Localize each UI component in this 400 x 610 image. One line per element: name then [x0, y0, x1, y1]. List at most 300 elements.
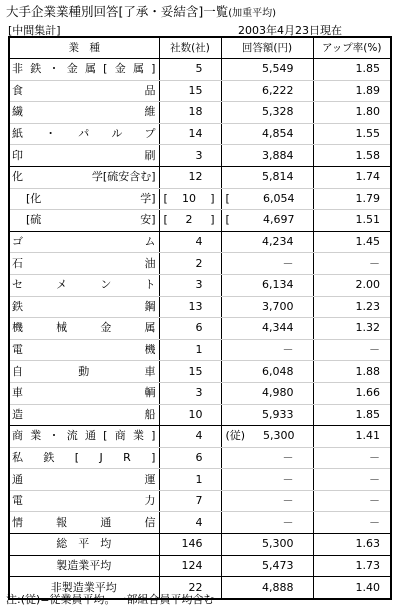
amount-value: 5,549	[262, 62, 294, 76]
industry-name-char: 自	[12, 364, 23, 378]
industry-name-char: 業	[30, 429, 42, 443]
summary-rate: 1.40	[355, 580, 380, 594]
title-suffix: (加重平均)	[228, 8, 277, 19]
count-cell	[159, 210, 221, 232]
rate-cell	[313, 404, 391, 426]
table-row	[9, 59, 391, 81]
bracket-open: [	[163, 213, 168, 227]
table-row	[9, 231, 391, 253]
amount-value: －	[282, 450, 294, 464]
amount-value: 5,300	[263, 429, 295, 443]
industry-name-char: 報	[56, 515, 68, 529]
rate-value: 1.88	[355, 364, 380, 378]
industry-name-char: 械	[56, 321, 68, 335]
industry-name-char: 繊	[12, 105, 23, 119]
rate-value: 2.00	[355, 278, 380, 292]
rate-value: －	[369, 450, 380, 464]
industry-name	[12, 59, 156, 79]
header-rate: アップ率(%)	[313, 37, 391, 59]
industry-name-char: 鉄	[12, 299, 23, 313]
amount-cell	[221, 210, 313, 232]
bracket-close: ]	[210, 191, 215, 205]
industry-name-char: 情	[12, 515, 23, 529]
industry-name-char: R	[123, 450, 131, 464]
industry-name-char: 石	[12, 256, 23, 270]
count-value: 3	[195, 148, 203, 162]
industry-name	[12, 275, 156, 295]
table-row	[9, 426, 391, 448]
industry-cell	[9, 382, 159, 404]
industry-cell	[9, 339, 159, 361]
industry-name	[12, 426, 156, 446]
rate-cell	[313, 231, 391, 253]
industry-name	[12, 232, 156, 252]
rate-cell	[313, 102, 391, 124]
amount-cell	[221, 59, 313, 81]
table-row	[9, 382, 391, 404]
industry-cell	[9, 361, 159, 383]
industry-name	[12, 318, 156, 338]
count-value: 10	[182, 191, 196, 205]
industry-name	[12, 448, 156, 468]
header-amount: 回答額(円)	[221, 37, 313, 59]
industry-cell	[9, 253, 159, 275]
industry-name	[12, 254, 156, 274]
industry-name	[12, 124, 156, 144]
summary-rate: 1.73	[355, 558, 380, 572]
table-row	[9, 145, 391, 167]
count-cell	[159, 469, 221, 491]
industry-cell	[9, 188, 159, 210]
count-cell	[159, 512, 221, 534]
count-value: 15	[188, 83, 203, 97]
table-body	[9, 59, 391, 599]
industry-name-char: 金	[66, 62, 78, 76]
count-cell	[159, 102, 221, 124]
amount-cell	[221, 469, 313, 491]
count-value: 10	[188, 407, 203, 421]
count-value: 14	[188, 127, 203, 141]
amount-value: 5,933	[262, 407, 294, 421]
industry-name-char: 輌	[144, 386, 156, 400]
industry-name-char: 刷	[144, 148, 156, 162]
count-value: 6	[195, 321, 203, 335]
industry-name-char: 運	[144, 472, 156, 486]
industry-name	[12, 491, 156, 511]
industry-name-char: 属	[84, 62, 96, 76]
count-value: 1	[195, 343, 203, 357]
industry-name-char: [	[103, 429, 108, 443]
rate-cell	[313, 274, 391, 296]
amount-cell	[221, 80, 313, 102]
industry-name	[12, 167, 156, 187]
amount-value: －	[282, 256, 294, 270]
count-cell	[159, 123, 221, 145]
rate-cell	[313, 210, 391, 232]
industry-name-char: パ	[78, 127, 90, 141]
count-value: 6	[195, 450, 203, 464]
summary-count: 124	[181, 558, 203, 572]
industry-name-char: J	[99, 450, 103, 464]
industry-name-char: ル	[111, 127, 123, 141]
rate-value: 1.89	[355, 83, 380, 97]
bracket-open: [	[225, 191, 230, 205]
count-value: 5	[195, 62, 203, 76]
count-cell	[159, 145, 221, 167]
industry-name	[12, 405, 156, 425]
count-cell	[159, 404, 221, 426]
rate-value: 1.74	[355, 170, 380, 184]
table-row	[9, 469, 391, 491]
table-row	[9, 490, 391, 512]
rate-cell	[313, 188, 391, 210]
amount-value: －	[282, 343, 294, 357]
industry-name-char: [化	[26, 191, 42, 205]
table-row	[9, 274, 391, 296]
rate-value: －	[369, 472, 380, 486]
amount-value: 6,222	[262, 83, 294, 97]
header-count: 社数(社)	[159, 37, 221, 59]
industry-cell	[9, 296, 159, 318]
rate-cell	[313, 145, 391, 167]
industry-name-char: 機	[12, 321, 23, 335]
summary-name: 非製造業平均	[50, 580, 117, 594]
table-header-row	[9, 37, 391, 59]
table-row	[9, 361, 391, 383]
industry-name-char: 油	[144, 256, 156, 270]
rate-value: 1.66	[355, 386, 380, 400]
count-cell	[159, 490, 221, 512]
rate-value: 1.55	[355, 127, 380, 141]
count-cell	[159, 188, 221, 210]
amount-value: －	[282, 515, 294, 529]
industry-name-char: 流	[66, 429, 78, 443]
count-cell	[159, 426, 221, 448]
rate-value: 1.41	[355, 429, 380, 443]
rate-value: 1.51	[355, 213, 380, 227]
table-row	[9, 318, 391, 340]
subtitle-date: 2003年4月23日現在	[238, 24, 342, 37]
rate-cell	[313, 469, 391, 491]
amount-cell	[221, 274, 313, 296]
industry-name-char: セ	[12, 278, 23, 292]
rate-cell	[313, 318, 391, 340]
industry-name-char: [	[74, 450, 80, 464]
industry-name-char: 金	[100, 321, 112, 335]
amount-cell	[221, 490, 313, 512]
table-row	[9, 102, 391, 124]
rate-value: 1.45	[355, 235, 380, 249]
industry-name-char: 通	[100, 515, 112, 529]
amount-cell	[221, 361, 313, 383]
industry-name-char: ン	[100, 278, 112, 292]
amount-cell	[221, 447, 313, 469]
document-title	[6, 2, 276, 20]
industry-cell	[9, 318, 159, 340]
count-cell	[159, 231, 221, 253]
rate-value: －	[369, 256, 380, 270]
industry-name-char: ム	[144, 235, 156, 249]
industry-cell	[9, 447, 159, 469]
table-row	[9, 404, 391, 426]
summary-amount-cell	[221, 577, 313, 599]
amount-value: 4,234	[262, 235, 294, 249]
industry-name	[12, 340, 156, 360]
industry-name-char: ]	[151, 450, 156, 464]
industry-name-char: 力	[144, 494, 156, 508]
table-row	[9, 447, 391, 469]
count-value: 15	[188, 364, 203, 378]
amount-value: －	[282, 472, 294, 486]
footnote: 注:(従)=従業員平均。一部組合員平均含む	[6, 593, 215, 606]
summary-rate: 1.63	[355, 537, 380, 551]
count-cell	[159, 166, 221, 188]
rate-cell	[313, 490, 391, 512]
industry-name	[12, 210, 156, 230]
industry-cell	[9, 426, 159, 448]
amount-cell	[221, 166, 313, 188]
summary-amount: 5,473	[262, 558, 294, 572]
industry-name-char: ・	[48, 62, 60, 76]
count-value: 1	[195, 472, 203, 486]
summary-count: 22	[188, 580, 203, 594]
table-row	[9, 166, 391, 188]
industry-name-char: 電	[12, 343, 23, 357]
rate-value: 1.80	[355, 105, 380, 119]
industry-name-char: プ	[144, 127, 156, 141]
rate-value: 1.85	[355, 62, 380, 76]
industry-cell	[9, 102, 159, 124]
industry-name	[12, 102, 156, 122]
industry-name	[12, 470, 156, 490]
industry-name-char: 車	[144, 364, 156, 378]
industry-name	[12, 189, 156, 209]
summary-count-cell	[159, 534, 221, 556]
summary-amount-cell	[221, 534, 313, 556]
amount-cell	[221, 123, 313, 145]
count-cell	[159, 253, 221, 275]
results-table	[8, 36, 392, 600]
count-cell	[159, 59, 221, 81]
count-cell	[159, 274, 221, 296]
industry-name-char: 鉄	[30, 62, 42, 76]
amount-prefix: (従)	[225, 429, 246, 443]
rate-cell	[313, 166, 391, 188]
industry-name-char: メ	[56, 278, 68, 292]
rate-value: 1.85	[355, 407, 380, 421]
rate-cell	[313, 361, 391, 383]
count-value: 2	[195, 256, 203, 270]
count-value: 4	[195, 429, 203, 443]
title-text: 大手企業業種別回答[了承・妥結含]一覧	[6, 4, 229, 19]
industry-cell	[9, 274, 159, 296]
industry-name-char: 属	[144, 321, 156, 335]
summary-rate-cell	[313, 577, 391, 599]
amount-cell	[221, 145, 313, 167]
industry-cell	[9, 166, 159, 188]
amount-cell	[221, 318, 313, 340]
rate-cell	[313, 339, 391, 361]
amount-value: 4,980	[262, 386, 294, 400]
table-row	[9, 253, 391, 275]
bracket-open: [	[163, 191, 168, 205]
industry-name-char: 商	[114, 429, 126, 443]
count-value: 7	[195, 494, 203, 508]
rate-value: －	[369, 515, 380, 529]
rate-value: 1.58	[355, 148, 380, 162]
industry-name-char: 動	[78, 364, 90, 378]
count-cell	[159, 296, 221, 318]
count-cell	[159, 361, 221, 383]
summary-amount: 5,300	[262, 537, 294, 551]
industry-name-char: 維	[144, 105, 156, 119]
industry-name-char: 信	[144, 515, 156, 529]
industry-cell	[9, 59, 159, 81]
industry-name-char: 品	[144, 83, 156, 97]
amount-value: 5,814	[262, 170, 294, 184]
table-row	[9, 339, 391, 361]
industry-cell	[9, 145, 159, 167]
industry-name-char: 造	[12, 407, 23, 421]
table-row	[9, 296, 391, 318]
amount-value: 4,344	[262, 321, 294, 335]
industry-name-char: 食	[12, 83, 23, 97]
industry-name-char: 非	[12, 62, 23, 76]
industry-name-char: 私	[12, 450, 23, 464]
amount-value: 3,700	[262, 299, 294, 313]
industry-name-char: 鉄	[43, 450, 55, 464]
amount-cell	[221, 102, 313, 124]
amount-value: －	[282, 494, 294, 508]
count-value: 12	[188, 170, 203, 184]
summary-name-cell	[9, 555, 159, 577]
summary-name-cell	[9, 534, 159, 556]
industry-name-char: ・	[48, 429, 60, 443]
rate-cell	[313, 512, 391, 534]
industry-name-char: 商	[12, 429, 23, 443]
industry-cell	[9, 123, 159, 145]
amount-cell	[221, 382, 313, 404]
amount-value: 4,697	[263, 213, 295, 227]
rate-value: 1.79	[355, 191, 380, 205]
summary-count-cell	[159, 555, 221, 577]
industry-name-char: 化	[12, 170, 23, 184]
summary-amount: 4,888	[262, 580, 294, 594]
count-value: 4	[195, 235, 203, 249]
rate-value: 1.23	[355, 299, 380, 313]
industry-name-char: [	[103, 62, 108, 76]
count-cell	[159, 80, 221, 102]
count-value: 3	[195, 386, 203, 400]
industry-name	[12, 513, 156, 533]
count-cell	[159, 382, 221, 404]
industry-name-char: 印	[12, 148, 23, 162]
industry-name-char: 学]	[140, 191, 156, 205]
summary-count: 146	[181, 537, 203, 551]
industry-name-char: 通	[84, 429, 96, 443]
amount-cell	[221, 426, 313, 448]
industry-cell	[9, 231, 159, 253]
count-value: 2	[185, 213, 193, 227]
rate-cell	[313, 382, 391, 404]
subtitle-left: [中間集計]	[8, 24, 61, 37]
amount-value: 6,134	[262, 278, 294, 292]
bracket-close: ]	[210, 213, 215, 227]
count-cell	[159, 318, 221, 340]
summary-row	[9, 534, 391, 556]
rate-cell	[313, 253, 391, 275]
bracket-open: [	[225, 213, 230, 227]
summary-amount-cell	[221, 555, 313, 577]
rate-cell	[313, 80, 391, 102]
industry-name	[12, 146, 156, 166]
industry-name-char: 金	[114, 62, 126, 76]
industry-name-char: 安]	[140, 213, 156, 227]
rate-value: －	[369, 494, 380, 508]
amount-value: 6,054	[263, 191, 295, 205]
rate-value: 1.32	[355, 321, 380, 335]
industry-name-char: ・	[45, 127, 57, 141]
industry-cell	[9, 469, 159, 491]
amount-cell	[221, 339, 313, 361]
amount-cell	[221, 296, 313, 318]
count-cell	[159, 339, 221, 361]
industry-name-char: 電	[12, 494, 23, 508]
industry-cell	[9, 80, 159, 102]
count-value: 3	[195, 278, 203, 292]
industry-name-char: [硫	[26, 213, 42, 227]
industry-name-char: 学[硫安含む]	[91, 170, 156, 184]
industry-name-char: 車	[12, 386, 23, 400]
industry-name	[12, 81, 156, 101]
table-row	[9, 210, 391, 232]
summary-rate-cell	[313, 534, 391, 556]
industry-name-char: 鋼	[144, 299, 156, 313]
industry-name-char: 紙	[12, 127, 23, 141]
industry-name-char: 機	[144, 343, 156, 357]
rate-cell	[313, 59, 391, 81]
industry-name-char: ゴ	[12, 235, 23, 249]
industry-cell	[9, 512, 159, 534]
rate-cell	[313, 123, 391, 145]
amount-value: 6,048	[262, 364, 294, 378]
amount-value: 3,884	[262, 148, 294, 162]
header-industry: 業 種	[9, 37, 159, 59]
summary-name: 総 平 均	[56, 537, 112, 551]
rate-cell	[313, 447, 391, 469]
industry-name	[12, 297, 156, 317]
summary-rate-cell	[313, 555, 391, 577]
amount-cell	[221, 231, 313, 253]
amount-cell	[221, 512, 313, 534]
industry-name-char: 船	[144, 407, 156, 421]
industry-name	[12, 362, 156, 382]
summary-row	[9, 555, 391, 577]
industry-name-char: ]	[151, 429, 156, 443]
count-value: 18	[188, 105, 203, 119]
rate-cell	[313, 296, 391, 318]
amount-value: 5,328	[262, 105, 294, 119]
industry-name-char: 通	[12, 472, 23, 486]
count-value: 13	[188, 299, 203, 313]
table-row	[9, 123, 391, 145]
industry-name-char: 属	[132, 62, 144, 76]
industry-cell	[9, 490, 159, 512]
industry-name-char: ト	[144, 278, 156, 292]
amount-cell	[221, 404, 313, 426]
industry-name-char: ]	[151, 62, 156, 76]
industry-name-char: 業	[132, 429, 144, 443]
